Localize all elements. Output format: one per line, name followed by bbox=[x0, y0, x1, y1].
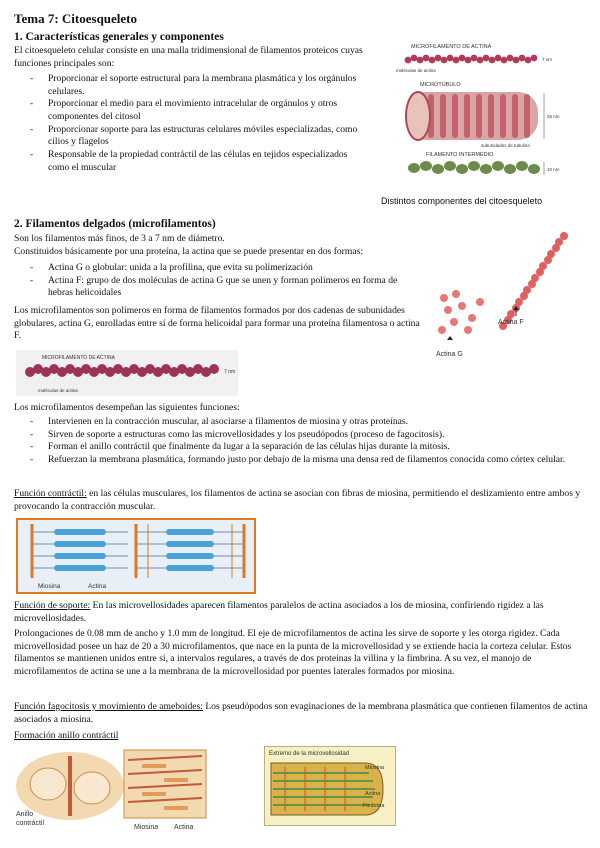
contractil-text: en las células musculares, los filamentos de actina se asocian con fibras de miosina, permitiendo el deslizamiento entre ambos y provocando la contracción muscular. bbox=[14, 488, 581, 512]
contractil-title: Función contráctil: bbox=[14, 488, 87, 499]
size-7nm-small: 7 nm bbox=[224, 369, 236, 375]
figure-caption: Distintos componentes del citoesqueleto bbox=[381, 196, 543, 206]
section2-heading: 2. Filamentos delgados (microfilamentos) bbox=[14, 218, 216, 230]
size-25nm: 25 nm bbox=[547, 114, 560, 119]
label-microfilamento: MICROFILAMENTO DE ACTINA bbox=[411, 44, 492, 50]
actin-filament-drawing bbox=[405, 55, 538, 64]
contractile-ring-illustration bbox=[14, 746, 210, 834]
soporte-paragraph bbox=[14, 600, 588, 625]
label-micro-fimbrina: Fimbrina bbox=[363, 803, 385, 809]
list-item: - Sirven de soporte a estructuras como las microvellosidades y los pseudópodos (proceso de fagocitosis). bbox=[14, 429, 590, 442]
fagocitosis-paragraph bbox=[14, 701, 590, 726]
cytoskeleton-illustration bbox=[376, 38, 588, 193]
label-micro-miosina: Miosina bbox=[365, 765, 384, 771]
actin-fg-illustration bbox=[432, 226, 588, 362]
section2-p2: Constituidos básicamente por una proteína, la actina que se puede presentar en dos formas: bbox=[14, 246, 363, 257]
page-title: Tema 7: Citoesqueleto bbox=[14, 11, 138, 26]
size-7nm: 7 nm bbox=[542, 57, 553, 62]
label-miosina2: Miosina bbox=[134, 824, 159, 831]
functions-list bbox=[14, 416, 590, 467]
section1-intro: El citoesqueleto celular consiste en una malla tridimensional de filamentos proteicos cuyas funciones principales son: bbox=[14, 45, 363, 69]
actin-f-strand bbox=[499, 232, 568, 330]
section1-list bbox=[14, 73, 366, 174]
label-moleculas: moléculas de actina bbox=[396, 68, 436, 73]
functions-intro: Los microfilamentos desempeñan las siguientes funciones: bbox=[14, 402, 240, 413]
section2-p3: Los microfilamentos son polímeros en forma de filamentos formados por dos cadenas de subunidades globulares, actina G, enrolladas entre sí de forma helicoidal para formar una proteína filamentosa o actina F. bbox=[14, 305, 420, 342]
label-actina-f: Actina F bbox=[498, 319, 524, 326]
actin-filament-small bbox=[16, 350, 238, 396]
label-microtubulo: MICROTÚBULO bbox=[420, 82, 461, 88]
soporte-text: En las microvellosidades aparecen filamentos paralelos de actina asociados a los de miosina, confiriendo rigidez a las microvellosidades. bbox=[14, 600, 544, 624]
actin-g-monomers bbox=[438, 290, 484, 334]
microvillus-figure bbox=[264, 746, 396, 826]
list-item: - Actina F: grupo de dos moléculas de actina G que se unen y forman polímeros en forma de hebras helicoidales bbox=[14, 275, 422, 300]
label-actina-g: Actina G bbox=[436, 351, 463, 358]
label-extremo: Extremo de la microvellosidad bbox=[269, 751, 350, 757]
contractile-ring-figure bbox=[14, 746, 210, 834]
microvillus-illustration bbox=[265, 747, 395, 825]
contractil-paragraph bbox=[14, 488, 588, 513]
sarcomere-figure bbox=[16, 518, 256, 594]
label-anillo: Anillo bbox=[16, 811, 34, 818]
label-actina2: Actina bbox=[174, 824, 194, 831]
actin-fg-figure bbox=[432, 226, 588, 362]
anillo-heading: Formación anillo contráctil bbox=[14, 730, 119, 741]
soporte-title: Función de soporte: bbox=[14, 600, 91, 611]
microtubule-drawing bbox=[406, 92, 538, 140]
label-miosina: Miosina bbox=[38, 583, 61, 590]
list-item: - Proporcionar el medio para el movimiento intracelular de orgánulos y otros componentes del citosol bbox=[14, 98, 366, 123]
label-contractil: contráctil bbox=[16, 820, 45, 827]
size-10nm: 10 nm bbox=[547, 167, 560, 172]
list-item: - Forman el anillo contráctil que finalmente da lugar a la separación de las células hijas durante la mitosis. bbox=[14, 441, 590, 454]
list-item: - Proporcionar soporte para las estructuras celulares móviles especializadas, como cilios y flagelos bbox=[14, 124, 366, 149]
label-subunidades: subunidades de tubulina bbox=[481, 143, 530, 148]
actin-filament-figure bbox=[16, 350, 238, 396]
list-item: - Intervienen en la contracción muscular, al asociarse a filamentos de miosina y otras proteínas. bbox=[14, 416, 590, 429]
list-item: - Responsable de la propiedad contráctil de las células en tejidos especializados como el muscular bbox=[14, 149, 366, 174]
label-intermedio: FILAMENTO INTERMEDIO bbox=[426, 152, 494, 158]
fagocitosis-title: Función fagocitosis y movimiento de ameboides: bbox=[14, 701, 203, 712]
intermediate-filament-drawing bbox=[408, 161, 540, 174]
list-item: - Actina G o globular: unida a la profilina, que evita su polimerización bbox=[14, 262, 422, 275]
cytoskeleton-figure bbox=[376, 38, 588, 210]
list-item: - Refuerzan la membrana plasmática, formando justo por debajo de la misma una densa red de filamentos conocida como córtex celular. bbox=[14, 454, 590, 467]
soporte-details: Prolongaciones de 0.08 mm de ancho y 1.0 mm de longitud. El eje de microfilamentos de actina les sirve de soporte y les otorga rigidez. Cada microvellosidad posee un haz de 20 a 30 microfilamentos, que nace en la punta de la microvellosidad y se extiende hacia la corteza celular. Estos filamentos se mantienen unidos entre sí, a intervalos regulares, a través de dos proteínas la villina y la fimbrina. A su vez, el manojo de microfilamentos de actina se une a la membrana de la microvellosidad por puentes laterales formados por miosina. bbox=[14, 628, 572, 677]
section1-heading: 1. Características generales y componentes bbox=[14, 31, 224, 43]
fagocitosis-text: Los pseudópodos son evaginaciones de la membrana plasmática que contienen filamentos de actina asociados a miosina. bbox=[14, 701, 588, 725]
sarcomere-illustration bbox=[18, 520, 254, 592]
section2-p1: Son los filamentos más finos, de 3 a 7 nm de diámetro. bbox=[14, 233, 225, 244]
label-actina: Actina bbox=[88, 583, 107, 590]
label-micro-actina: Actina bbox=[365, 791, 381, 797]
list-item: - Proporcionar el soporte estructural para la membrana plasmática y los orgánulos celulares. bbox=[14, 73, 366, 98]
label-moleculas-small: moléculas de actina bbox=[38, 388, 78, 393]
actin-forms-list bbox=[14, 262, 422, 300]
label-microfilamento-small: MICROFILAMENTO DE ACTINA bbox=[42, 355, 115, 361]
